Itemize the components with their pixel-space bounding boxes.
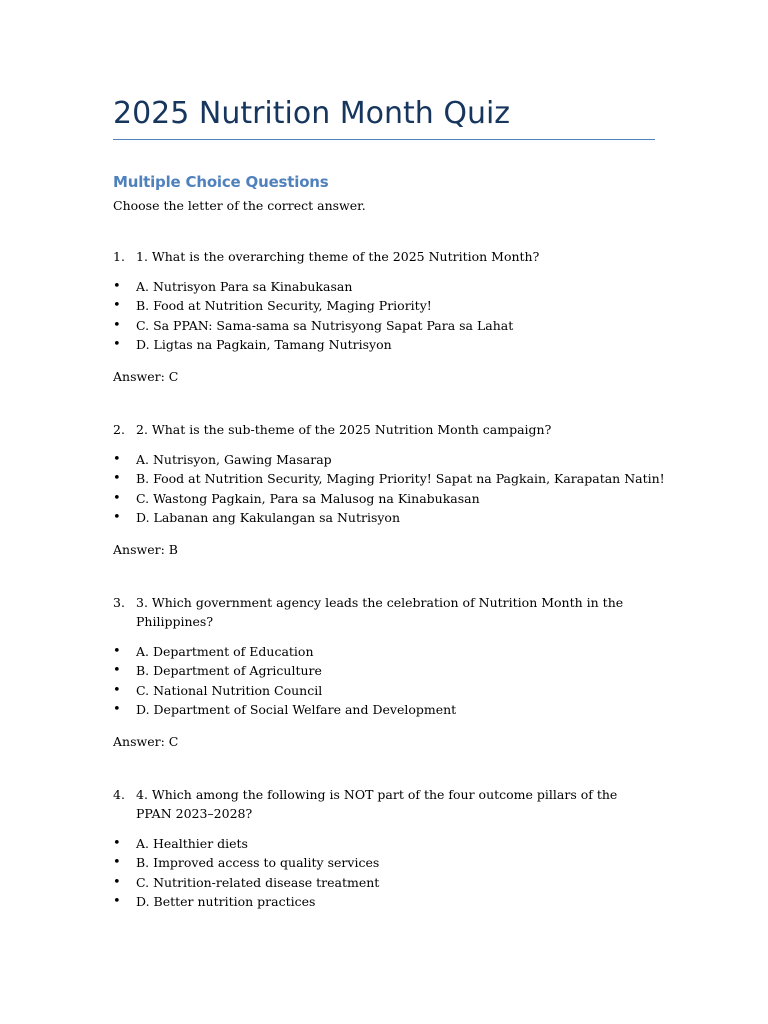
question-number: 4. [113, 787, 125, 802]
question-prompt [113, 247, 655, 266]
option-item [113, 873, 655, 892]
title-underline [113, 139, 655, 140]
option-text: C. National Nutrition Council [136, 682, 323, 698]
answer-text: Answer: C [113, 734, 179, 750]
option-text: B. Food at Nutrition Security, Maging Priority! [136, 298, 432, 314]
option-item [113, 335, 655, 354]
question-number: 2. [113, 422, 125, 437]
question-2 [113, 420, 665, 559]
bullet-icon: • [113, 682, 121, 698]
question-4 [113, 785, 655, 911]
bullet-icon: • [113, 490, 121, 506]
document-title: 2025 Nutrition Month Quiz [113, 96, 511, 131]
instructions-text: Choose the letter of the correct answer. [113, 198, 366, 213]
question-prompt [113, 785, 655, 823]
option-item [113, 296, 655, 315]
bullet-icon: • [113, 298, 121, 314]
option-item [113, 892, 655, 911]
option-text: A. Nutrisyon Para sa Kinabukasan [136, 279, 353, 294]
option-text: B. Department of Agriculture [136, 663, 322, 679]
option-text: B. Improved access to quality services [136, 855, 380, 871]
bullet-icon: • [113, 336, 121, 352]
question-1 [113, 247, 655, 386]
bullet-icon: • [113, 452, 121, 467]
question-text: 1. What is the overarching theme of the 2025 Nutrition Month? [136, 249, 540, 264]
bullet-icon: • [113, 279, 121, 294]
bullet-icon: • [113, 644, 121, 659]
option-text: D. Ligtas na Pagkain, Tamang Nutrisyon [136, 336, 392, 352]
question-prompt [113, 420, 655, 439]
bullet-icon: • [113, 317, 121, 333]
option-text: D. Department of Social Welfare and Development [136, 701, 457, 717]
option-list [113, 277, 655, 354]
option-item [113, 508, 655, 527]
option-text: D. Better nutrition practices [136, 893, 316, 909]
option-item [113, 642, 655, 661]
question-3 [113, 593, 655, 751]
option-text: C. Nutrition-related disease treatment [136, 874, 380, 890]
question-number: 3. [113, 595, 125, 610]
option-item [113, 834, 655, 853]
option-item [113, 450, 655, 469]
option-item [113, 489, 655, 508]
bullet-icon: • [113, 855, 121, 871]
option-item [113, 853, 655, 872]
bullet-icon: • [113, 836, 121, 851]
option-text: A. Nutrisyon, Gawing Masarap [136, 452, 332, 467]
option-item [113, 661, 655, 680]
option-item [113, 316, 655, 335]
option-text: A. Department of Education [136, 644, 314, 659]
bullet-icon: • [113, 874, 121, 890]
bullet-icon: • [113, 701, 121, 717]
option-item [113, 277, 655, 296]
option-list [113, 642, 655, 719]
question-number: 1. [113, 249, 125, 264]
question-text: 4. Which among the following is NOT part of the four outcome pillars of the PPAN 2023–2028? [136, 787, 618, 821]
option-item [113, 681, 655, 700]
option-text: C. Wastong Pagkain, Para sa Malusog na Kinabukasan [136, 490, 480, 506]
option-text: D. Labanan ang Kakulangan sa Nutrisyon [136, 509, 401, 525]
section-heading: Multiple Choice Questions [113, 173, 329, 191]
option-list [113, 834, 655, 911]
bullet-icon: • [113, 663, 121, 679]
option-text: C. Sa PPAN: Sama-sama sa Nutrisyong Sapat Para sa Lahat [136, 317, 514, 333]
question-text: 3. Which government agency leads the celebration of Nutrition Month in the Philippines? [136, 595, 624, 629]
option-text: A. Healthier diets [136, 836, 248, 851]
bullet-icon: • [113, 471, 121, 487]
option-list [113, 450, 665, 527]
bullet-icon: • [113, 509, 121, 525]
question-prompt [113, 593, 655, 631]
option-text: B. Food at Nutrition Security, Maging Priority! Sapat na Pagkain, Karapatan Natin! [136, 471, 665, 487]
answer-text: Answer: C [113, 369, 179, 385]
answer-text: Answer: B [113, 542, 178, 558]
bullet-icon: • [113, 893, 121, 909]
option-item [113, 469, 665, 488]
question-text: 2. What is the sub-theme of the 2025 Nutrition Month campaign? [136, 422, 552, 437]
option-item [113, 700, 655, 719]
